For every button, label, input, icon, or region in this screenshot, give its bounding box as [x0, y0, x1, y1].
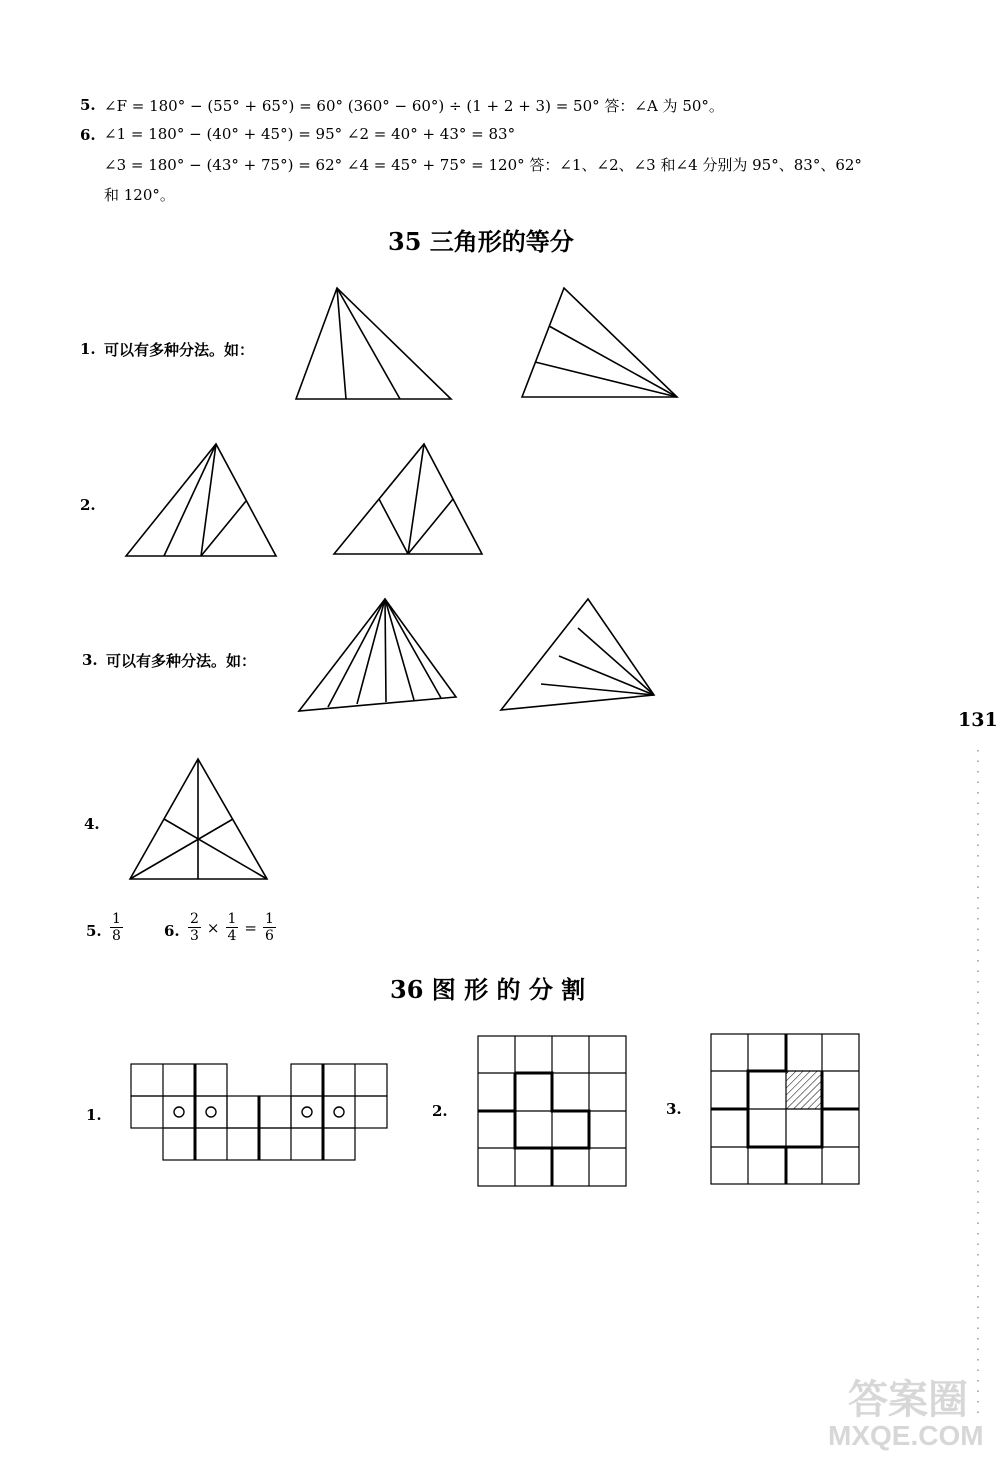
- s36-q3-number: 3.: [666, 1100, 682, 1118]
- s35-q1-triangle-a: [296, 288, 451, 399]
- s36-q1-number: 1.: [86, 1106, 102, 1124]
- s35-q1-text: 可以有多种分法。如：: [104, 341, 255, 359]
- s36-q2-number: 2.: [432, 1102, 448, 1120]
- s35-q1-number: 1.: [80, 340, 96, 358]
- s35-q6-number: 6.: [164, 922, 180, 940]
- shaded-cell: [786, 1071, 822, 1109]
- s35-q5-number: 5.: [86, 922, 102, 940]
- s36-q3-grid: [711, 1034, 859, 1184]
- circle-mark: [174, 1107, 184, 1117]
- section-36-title: 36 图 形 的 分 割: [390, 975, 586, 1004]
- s35-q2-triangle-b: [334, 444, 482, 554]
- s35-q2-triangle-a: [126, 444, 276, 556]
- q6-answer-line1: ∠1 = 180° − (40° + 45°) = 95° ∠2 = 40° + 43° = 83°: [104, 125, 516, 143]
- s35-q5-fraction: $\frac{1}{8}$: [112, 911, 121, 944]
- q6-number: 6.: [80, 126, 96, 144]
- s36-q2-grid: [478, 1036, 626, 1186]
- section-35-title: 35 三角形的等分: [388, 227, 574, 256]
- q6-answer-line2: ∠3 = 180° − (43° + 75°) = 62° ∠4 = 45° + 75° = 120° 答：∠1、∠2、∠3 和∠4 分别为 95°、83°、62°: [104, 156, 862, 174]
- s35-q3-triangle-a: [299, 599, 456, 711]
- s35-q2-number: 2.: [80, 496, 96, 514]
- circle-mark: [206, 1107, 216, 1117]
- q5-answer: ∠F = 180° − (55° + 65°) = 60° (360° − 60°) ÷ (1 + 2 + 3) = 50° 答：∠A 为 50°。: [104, 97, 724, 115]
- q6-answer-line3: 和 120°。: [104, 186, 175, 204]
- s35-q1-triangle-b: [522, 288, 677, 397]
- s35-q3-number: 3.: [82, 651, 98, 669]
- q5-number: 5.: [80, 96, 96, 114]
- s35-q4-triangle-medians: [130, 759, 267, 879]
- circle-mark: [334, 1107, 344, 1117]
- watermark-url: MXQE.COM: [828, 1420, 984, 1451]
- s35-q3-triangle-b: [501, 599, 654, 710]
- s35-q6-expression: $\frac{2}{3}$ × $\frac{1}{4}$ = $\frac{1}{6}$: [190, 911, 274, 944]
- circle-mark: [302, 1107, 312, 1117]
- page-number: 131: [958, 709, 998, 731]
- s35-q3-text: 可以有多种分法。如：: [106, 652, 257, 670]
- s35-q4-number: 4.: [84, 815, 100, 833]
- s36-q1-grid: [131, 1064, 387, 1160]
- watermark-logo: 答案圈: [848, 1378, 968, 1422]
